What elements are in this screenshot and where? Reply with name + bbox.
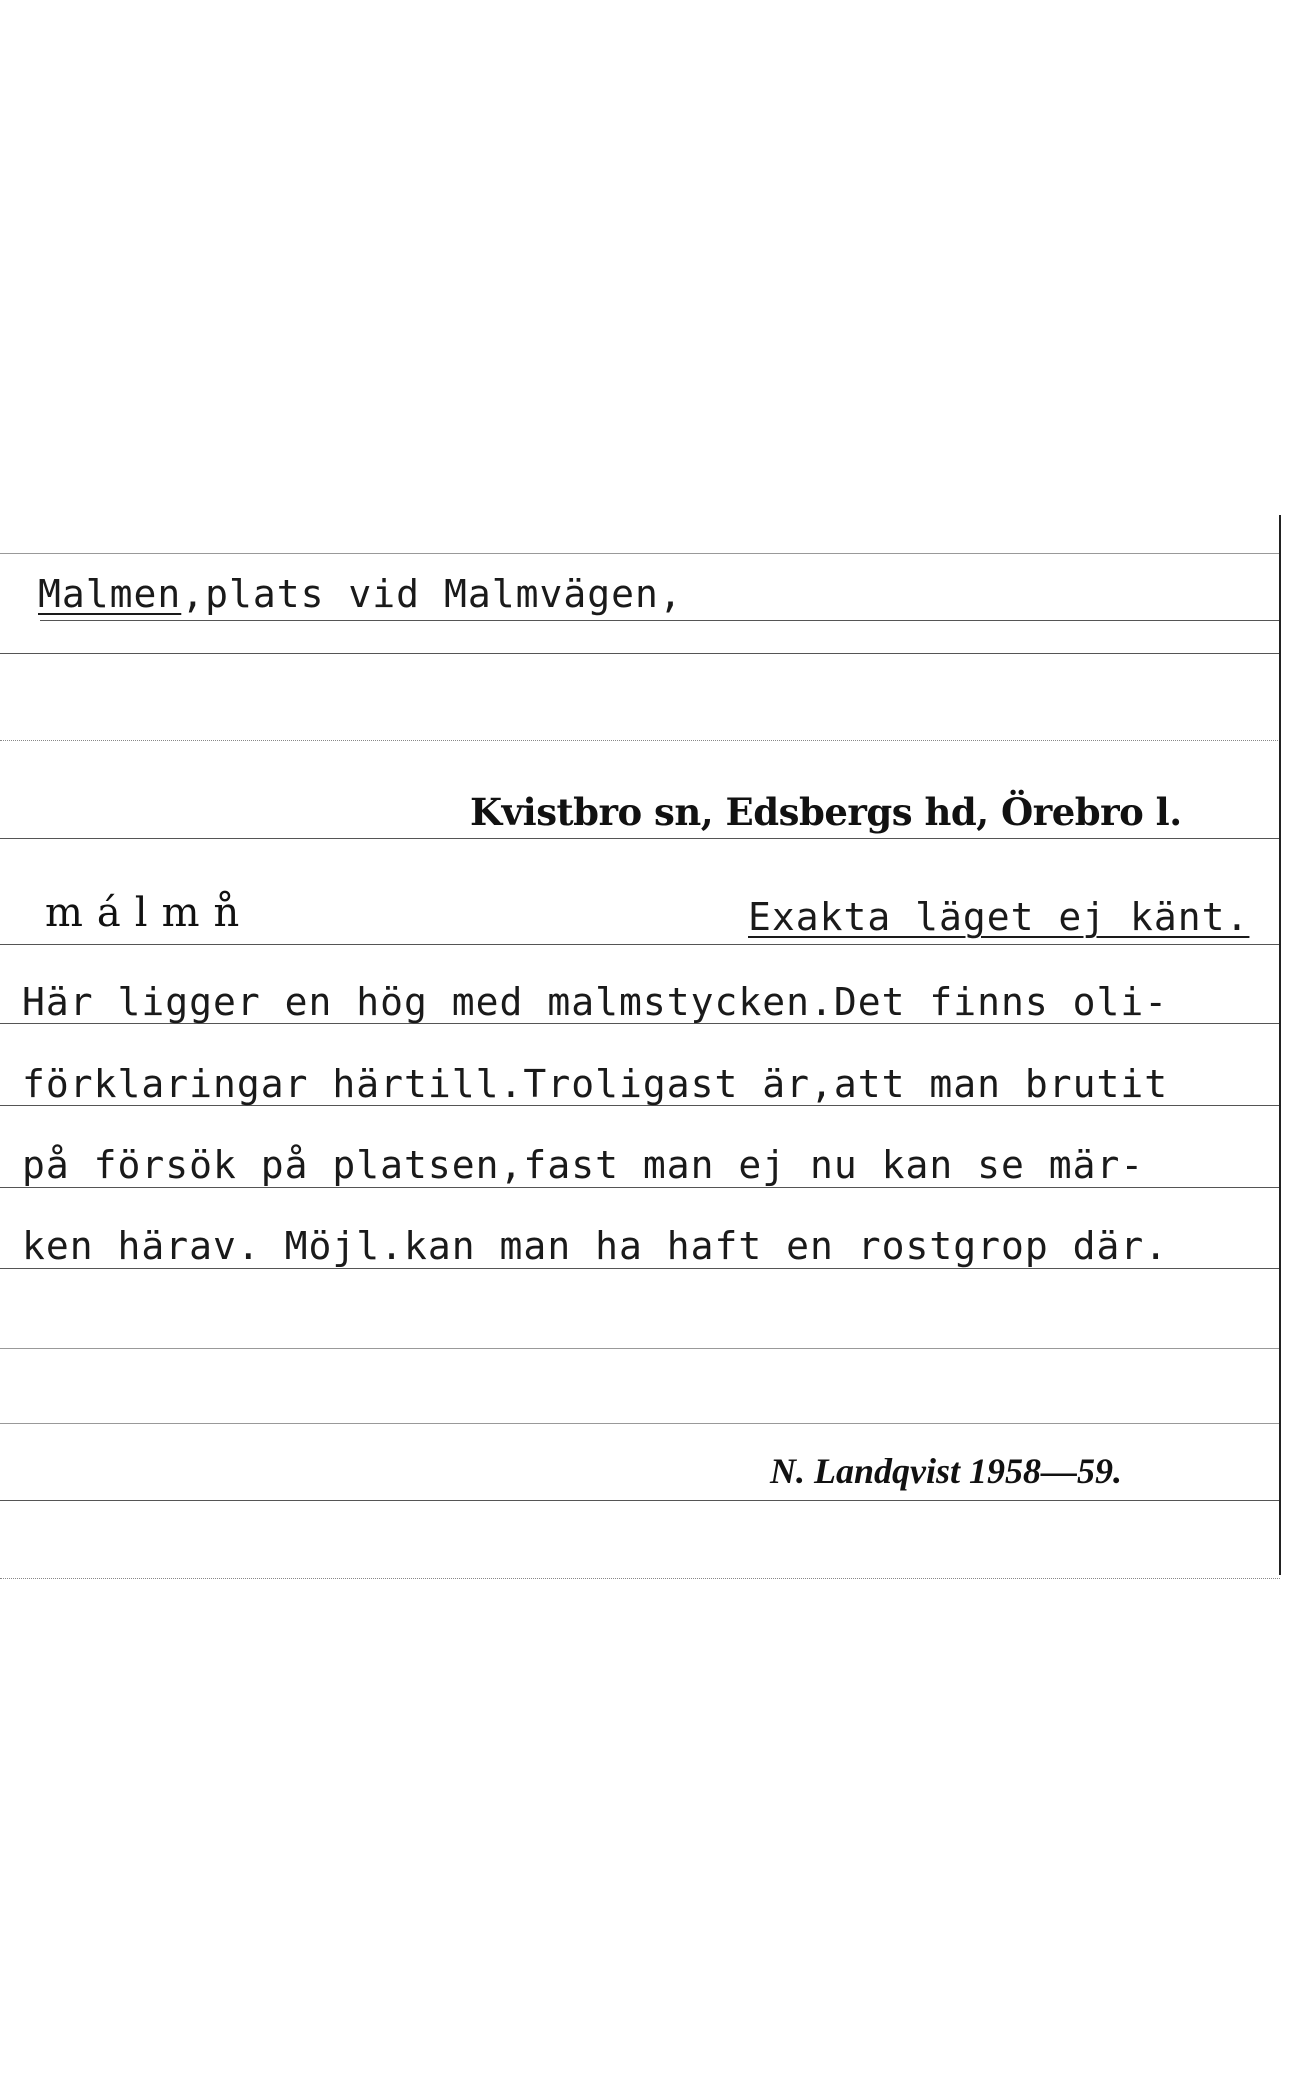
card-rule <box>0 553 1280 554</box>
body-line-3: på försök på platsen,fast man ej nu kan se mär- <box>22 1143 1145 1187</box>
signature: N. Landqvist 1958—59. <box>770 1451 1123 1491</box>
location: Kvistbro sn, Edsbergs hd, Örebro l. <box>470 790 1182 834</box>
card-right-edge <box>1279 515 1281 1575</box>
card-rule <box>0 1268 1280 1269</box>
headword-line <box>38 572 683 616</box>
body-line-1: Här ligger en hög med malmstycken.Det finns oli- <box>22 980 1169 1024</box>
card-rule <box>0 1578 1280 1579</box>
card-rule <box>40 620 1280 621</box>
headword: Malmen <box>38 572 182 616</box>
card-rule <box>0 1423 1280 1424</box>
card-rule <box>0 944 1280 945</box>
body-line-2: förklaringar härtill.Troligast är,att man brutit <box>22 1062 1169 1106</box>
body-line-4: ken härav. Möjl.kan man ha haft en rostgrop där. <box>22 1224 1169 1268</box>
location-note: Exakta läget ej känt. <box>748 895 1250 939</box>
card-rule <box>0 838 1280 839</box>
card-rule <box>0 1500 1280 1501</box>
card-rule <box>0 653 1280 654</box>
card-rule <box>0 740 1280 741</box>
headword-description: ,plats vid Malmvägen, <box>181 572 683 616</box>
card-rule <box>0 1187 1280 1188</box>
card-rule <box>0 1348 1280 1349</box>
phonetic-transcription: málmn̊ <box>45 890 254 936</box>
